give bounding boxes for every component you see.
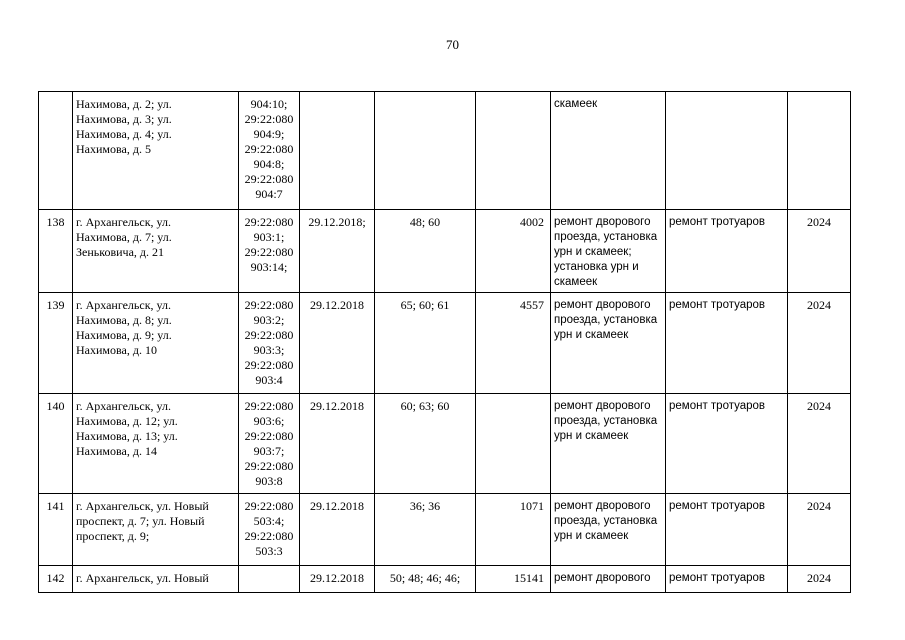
address-cell [73, 92, 239, 210]
page-number: 70 [446, 37, 459, 52]
year-cell-text: 2024 [807, 298, 831, 312]
address-cell [73, 566, 239, 593]
address-cell-line: г. Архангельск, ул. [76, 399, 171, 413]
cadastral-number-cell-line: 29:22:080 [244, 358, 294, 372]
cadastral-number-cell-line: 29:22:080 [244, 215, 294, 229]
work-type-cell [551, 494, 666, 566]
cadastral-number-cell [239, 394, 300, 494]
cadastral-number-cell-line: 904:7 [255, 187, 283, 201]
values-cell [375, 494, 476, 566]
address-cell-line: Нахимова, д. 10 [76, 343, 157, 357]
additional-work-cell-line: ремонт тротуаров [669, 299, 766, 311]
address-cell-line: Нахимова, д. 12; ул. [76, 414, 178, 428]
work-type-cell [551, 394, 666, 494]
cadastral-number-cell [239, 210, 300, 293]
work-type-cell-line: ремонт дворового [554, 400, 651, 412]
year-cell [788, 394, 851, 494]
additional-work-cell-line: ремонт тротуаров [669, 216, 766, 228]
cadastral-number-cell-line: 904:8; [253, 157, 285, 171]
values-cell-text: 50; 48; 46; 46; [389, 571, 461, 585]
address-cell-line: Нахимова, д. 9; ул. [76, 328, 172, 342]
address-cell-line: г. Архангельск, ул. Новый [76, 571, 209, 585]
area-cell [476, 293, 551, 394]
row-number-cell-text: 140 [46, 399, 65, 413]
values-cell-text: 65; 60; 61 [400, 298, 450, 312]
cadastral-number-cell-line: 503:3 [255, 544, 283, 558]
cadastral-number-cell-line: 503:4; [253, 514, 285, 528]
row-number-cell [39, 210, 73, 293]
year-cell-text: 2024 [807, 499, 831, 513]
year-cell-text: 2024 [807, 399, 831, 413]
date-cell [300, 394, 375, 494]
date-cell [300, 494, 375, 566]
address-cell-line: Нахимова, д. 14 [76, 444, 157, 458]
values-cell [375, 92, 476, 210]
cadastral-number-cell-line: 904:10; [250, 97, 288, 111]
additional-work-cell [666, 293, 788, 394]
cadastral-number-cell-line: 903:4 [255, 373, 283, 387]
cadastral-number-cell [239, 293, 300, 394]
additional-work-cell [666, 92, 788, 210]
address-cell-line: Зеньковича, д. 21 [76, 245, 165, 259]
address-cell-line: Нахимова, д. 8; ул. [76, 313, 172, 327]
cadastral-number-cell-line: 29:22:080 [244, 429, 294, 443]
cadastral-number-cell-line: 29:22:080 [244, 112, 294, 126]
cadastral-number-cell-line: 903:6; [253, 414, 285, 428]
cadastral-number-cell-line: 29:22:080 [244, 328, 294, 342]
additional-work-cell-line: ремонт тротуаров [669, 400, 766, 412]
address-cell [73, 494, 239, 566]
cadastral-number-cell-line: 29:22:080 [244, 245, 294, 259]
work-type-cell-line: ремонт дворового [554, 216, 651, 228]
values-cell [375, 394, 476, 494]
year-cell [788, 92, 851, 210]
row-number-cell-text: 142 [46, 571, 65, 585]
date-cell-text: 29.12.2018 [310, 298, 364, 312]
cadastral-number-cell-line: 29:22:080 [244, 399, 294, 413]
cadastral-number-cell [239, 92, 300, 210]
cadastral-number-cell-line: 29:22:080 [244, 499, 294, 513]
address-cell [73, 293, 239, 394]
table-row [39, 210, 851, 293]
cadastral-number-cell-line: 29:22:080 [244, 459, 294, 473]
area-cell-text: 4557 [520, 298, 544, 312]
area-cell-text: 15141 [514, 571, 544, 585]
cadastral-number-cell [239, 566, 300, 593]
row-number-cell [39, 566, 73, 593]
year-cell [788, 494, 851, 566]
date-cell-text: 29.12.2018 [310, 571, 364, 585]
additional-work-cell [666, 394, 788, 494]
date-cell [300, 210, 375, 293]
row-number-cell [39, 293, 73, 394]
work-type-cell-line: скамеек [554, 276, 598, 288]
cadastral-number-cell-line: 903:7; [253, 444, 285, 458]
work-type-cell-line: урн и скамеек [554, 430, 629, 442]
values-cell-text: 48; 60 [409, 215, 441, 229]
year-cell [788, 210, 851, 293]
work-type-cell-line: урн и скамеек [554, 530, 629, 542]
work-type-cell-line: урн и скамеек [554, 329, 629, 341]
year-cell-text: 2024 [807, 571, 831, 585]
date-cell-text: 29.12.2018 [310, 499, 364, 513]
row-number-cell [39, 494, 73, 566]
cadastral-number-cell-line: 903:1; [253, 230, 285, 244]
cadastral-number-cell [239, 494, 300, 566]
cadastral-number-cell-line: 903:2; [253, 313, 285, 327]
year-cell-text: 2024 [807, 215, 831, 229]
address-cell-line: Нахимова, д. 4; ул. [76, 127, 172, 141]
area-cell [476, 566, 551, 593]
row-number-cell [39, 394, 73, 494]
additional-work-cell [666, 494, 788, 566]
address-cell-line: Нахимова, д. 5 [76, 142, 151, 156]
cadastral-number-cell-line: 904:9; [253, 127, 285, 141]
works-table [38, 91, 851, 593]
additional-work-cell [666, 210, 788, 293]
table-row [39, 92, 851, 210]
table-row [39, 566, 851, 593]
address-cell [73, 210, 239, 293]
work-type-cell-line: ремонт дворового [554, 299, 651, 311]
work-type-cell-line: проезда, установка [554, 515, 658, 527]
row-number-cell-text: 138 [46, 215, 65, 229]
work-type-cell-line: скамеек [554, 98, 598, 110]
date-cell-text: 29.12.2018; [308, 215, 366, 229]
address-cell-line: Нахимова, д. 3; ул. [76, 112, 172, 126]
date-cell [300, 293, 375, 394]
row-number-cell-text: 139 [46, 298, 65, 312]
values-cell-text: 36; 36 [409, 499, 441, 513]
address-cell-line: Нахимова, д. 2; ул. [76, 97, 172, 111]
additional-work-cell-line: ремонт тротуаров [669, 572, 766, 584]
cadastral-number-cell-line: 29:22:080 [244, 529, 294, 543]
year-cell [788, 293, 851, 394]
cadastral-number-cell-line: 903:14; [250, 260, 288, 274]
area-cell-text: 1071 [520, 499, 544, 513]
work-type-cell [551, 210, 666, 293]
row-number-cell-text: 141 [46, 499, 65, 513]
values-cell [375, 293, 476, 394]
work-type-cell-line: проезда, установка [554, 415, 658, 427]
cadastral-number-cell-line: 29:22:080 [244, 142, 294, 156]
area-cell [476, 92, 551, 210]
cadastral-number-cell-line: 29:22:080 [244, 298, 294, 312]
values-cell [375, 566, 476, 593]
address-cell-line: проспект, д. 9; [76, 529, 150, 543]
area-cell [476, 394, 551, 494]
values-cell [375, 210, 476, 293]
address-cell-line: г. Архангельск, ул. Новый [76, 499, 209, 513]
address-cell [73, 394, 239, 494]
date-cell [300, 92, 375, 210]
work-type-cell-line: ремонт дворового [554, 572, 651, 584]
additional-work-cell [666, 566, 788, 593]
address-cell-line: г. Архангельск, ул. [76, 215, 171, 229]
work-type-cell-line: проезда, установка [554, 314, 658, 326]
work-type-cell-line: установка урн и [554, 261, 639, 273]
area-cell [476, 494, 551, 566]
address-cell-line: Нахимова, д. 13; ул. [76, 429, 178, 443]
area-cell-text: 4002 [520, 215, 544, 229]
work-type-cell-line: урн и скамеек; [554, 246, 632, 258]
cadastral-number-cell-line: 903:3; [253, 343, 285, 357]
work-type-cell [551, 293, 666, 394]
address-cell-line: г. Архангельск, ул. [76, 298, 171, 312]
date-cell-text: 29.12.2018 [310, 399, 364, 413]
cadastral-number-cell-line: 29:22:080 [244, 172, 294, 186]
table-row [39, 394, 851, 494]
work-type-cell [551, 566, 666, 593]
work-type-cell [551, 92, 666, 210]
area-cell [476, 210, 551, 293]
additional-work-cell-line: ремонт тротуаров [669, 500, 766, 512]
date-cell [300, 566, 375, 593]
table-row [39, 494, 851, 566]
address-cell-line: Нахимова, д. 7; ул. [76, 230, 172, 244]
year-cell [788, 566, 851, 593]
row-number-cell [39, 92, 73, 210]
table-row [39, 293, 851, 394]
work-type-cell-line: ремонт дворового [554, 500, 651, 512]
work-type-cell-line: проезда, установка [554, 231, 658, 243]
values-cell-text: 60; 63; 60 [400, 399, 450, 413]
address-cell-line: проспект, д. 7; ул. Новый [76, 514, 205, 528]
cadastral-number-cell-line: 903:8 [255, 474, 283, 488]
